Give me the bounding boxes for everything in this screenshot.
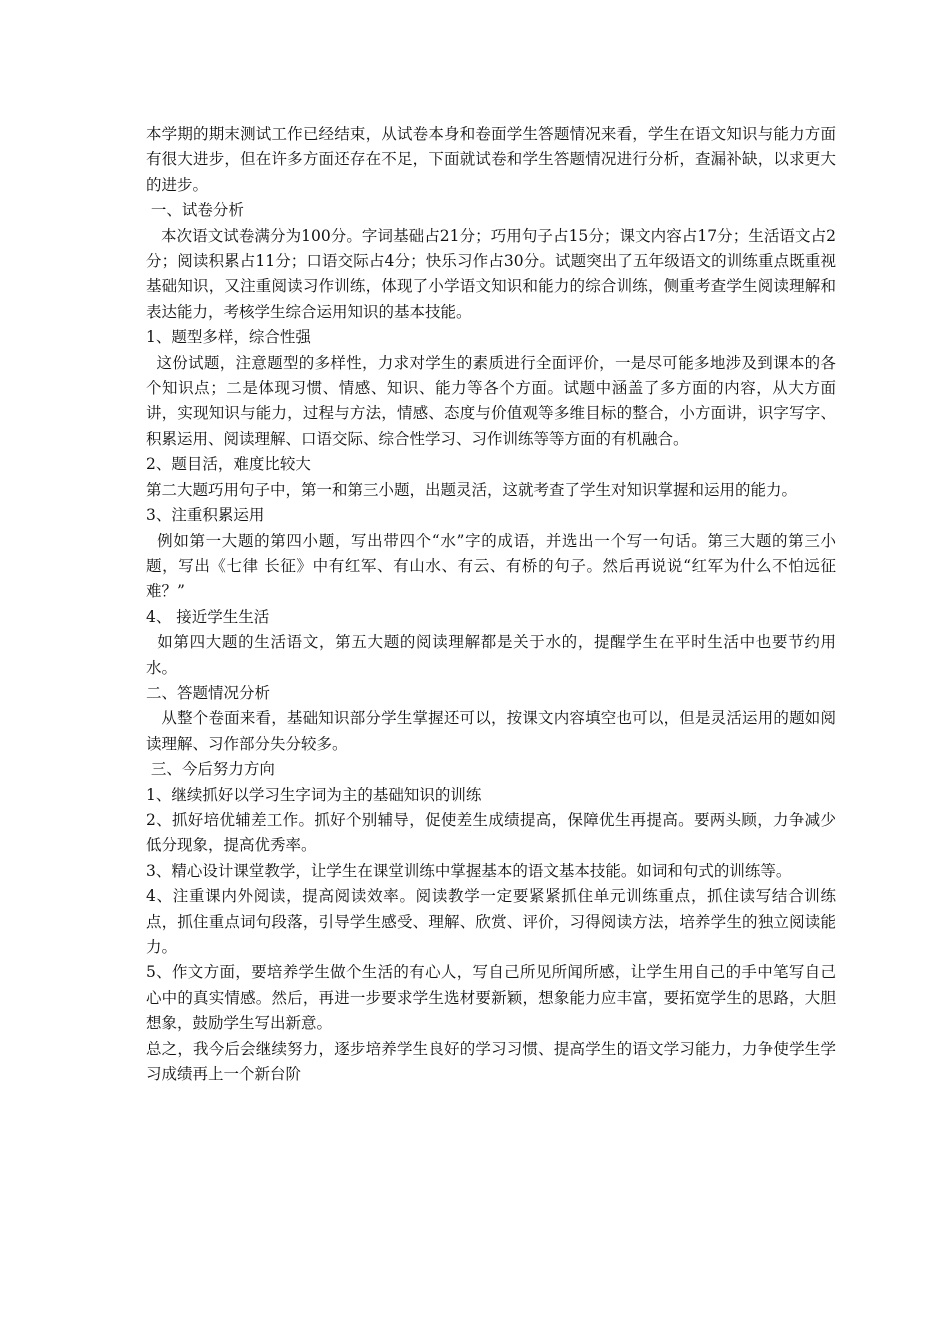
answer-analysis-paragraph: 从整个卷面来看，基础知识部分学生掌握还可以，按课文内容填空也可以，但是灵活运用的题如阅读理解、习作部分失分较多。	[146, 709, 837, 753]
variety-paragraph: 这份试题，注意题型的多样性，力求对学生的素质进行全面评价，一是尽可能多地涉及到课本的各个知识点；二是体现习惯、情感、知识、能力等各个方面。试题中涵盖了多方面的内容，从大方面讲，实现知识与能力，过程与方法，情感、态度与价值观等多维目标的整合，小方面讲，识字写字、积累运用、阅读理解、口语交际、综合性学习、习作训练等等方面的有机融合。	[146, 353, 836, 448]
subheading-accumulation: 3、注重积累运用	[146, 506, 265, 525]
direction-item-1: 1、继续抓好以学习生字词为主的基础知识的训练	[146, 785, 482, 804]
section-heading-future-direction: 三、今后努力方向	[146, 760, 275, 779]
subheading-variety: 1、题型多样，综合性强	[146, 328, 311, 347]
paper-analysis-paragraph: 本次语文试卷满分为100分。字词基础占21分；巧用句子占15分；课文内容占17分；生活语文占2分；阅读积累占11分；口语交际占4分；快乐习作占30分。试题突出了五年级语文的训练重点既重视基础知识，又注重阅读习作训练，体现了小学语文知识和能力的综合训练，侧重考查学生阅读理解和表达能力，考核学生综合运用知识的基本技能。	[146, 226, 837, 321]
section-heading-paper-analysis: 一、试卷分析	[146, 201, 244, 220]
intro-paragraph: 本学期的期末测试工作已经结束，从试卷本身和卷面学生答题情况来看，学生在语文知识与能力方面有很大进步，但在许多方面还存在不足，下面就试卷和学生答题情况进行分析，查漏补缺，以求更大的进步。	[146, 125, 836, 194]
flexible-paragraph: 第二大题巧用句子中，第一和第三小题，出题灵活，这就考查了学生对知识掌握和运用的能力。	[146, 480, 798, 499]
direction-item-3: 3、精心设计课堂教学，让学生在课堂训练中掌握基本的语文基本技能。如词和句式的训练等。	[146, 861, 792, 880]
section-heading-answer-analysis: 二、答题情况分析	[146, 683, 271, 702]
direction-item-4: 4、注重课内外阅读，提高阅读效率。阅读教学一定要紧紧抓住单元训练重点，抓住读写结合训练点，抓住重点词句段落，引导学生感受、理解、欣赏、评价，习得阅读方法，培养学生的独立阅读能力。	[146, 887, 836, 956]
subheading-flexible: 2、题目活，难度比较大	[146, 455, 311, 474]
direction-item-2: 2、抓好培优辅差工作。抓好个别辅导，促使差生成绩提高，保障优生再提高。要两头顾，力争减少低分现象，提高优秀率。	[146, 810, 836, 855]
accumulation-paragraph: 例如第一大题的第四小题，写出带四个“水”字的成语，并选出一个写一句话。第三大题的第三小题，写出《七律 长征》中有红军、有山水、有云、有桥的句子。然后再说说“红军为什么不怕远征难？”	[146, 531, 836, 601]
subheading-life: 4、 接近学生生活	[146, 607, 270, 626]
document-body	[146, 122, 836, 1087]
conclusion-paragraph: 总之，我今后会继续努力，逐步培养学生良好的学习习惯、提高学生的语文学习能力，力争使学生学习成绩再上一个新台阶	[146, 1039, 836, 1084]
life-paragraph: 如第四大题的生活语文，第五大题的阅读理解都是关于水的，提醒学生在平时生活中也要节约用水。	[146, 633, 836, 677]
direction-item-5: 5、作文方面，要培养学生做个生活的有心人，写自己所见所闻所感，让学生用自己的手中笔写自己心中的真实情感。然后，再进一步要求学生选材要新颖，想象能力应丰富，要拓宽学生的思路，大胆想象，鼓励学生写出新意。	[146, 963, 836, 1033]
